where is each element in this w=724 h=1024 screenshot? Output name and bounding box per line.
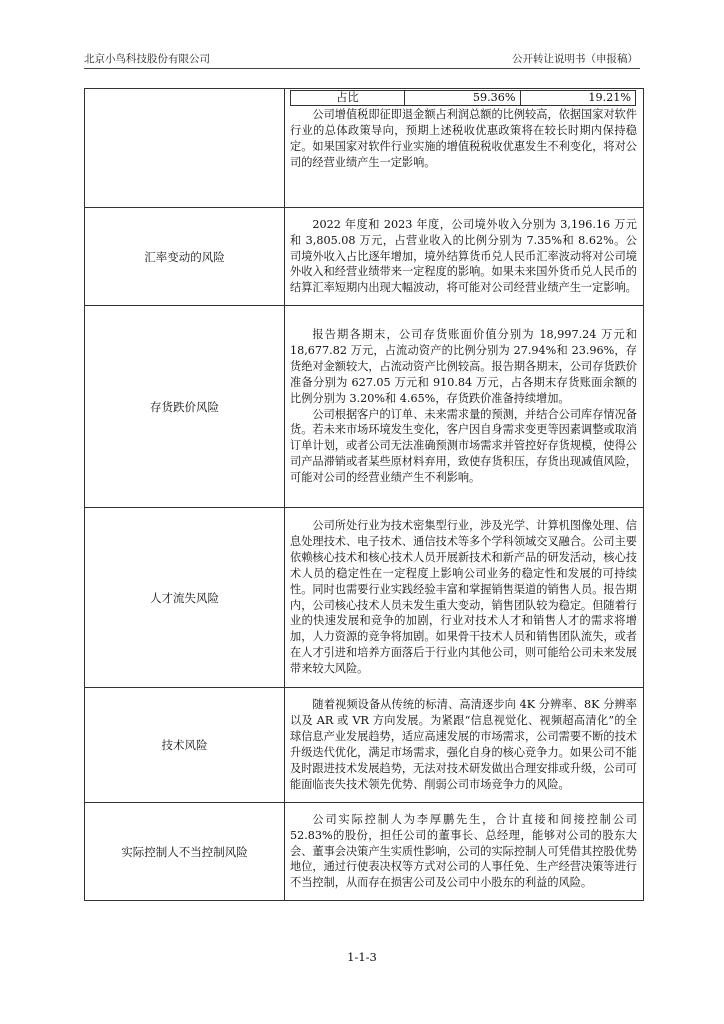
risk-paragraph: 公司实际控制人为李厚鹏先生，合计直接和间接控制公司 52.83%的股份，担任公司的董事长、总经理，能够对公司的股东大会、董事会决策产生实质性影响，公司的实际控制人可凭借其控股优势地位，通过行使表决权等方式对公司的人事任免、生产经营决策等进行不当控制，从而存在损害公司及公司中小股东的利益的风险。 <box>290 812 637 890</box>
risk-row <box>85 208 644 306</box>
risk-paragraph: 2022 年度和 2023 年度，公司境外收入分别为 3,196.16 万元和 3,805.08 万元，占营业收入的比例分别为 7.35%和 8.62%。公司境外收入占比逐年增加，境外结算货币兑人民币汇率波动将对公司境外收入和经营业绩带来一定程度的影响。如果未来国外货币兑人民币的结算汇率短期内出现大幅波动，将可能对公司经营业绩产生一定影响。 <box>290 217 637 295</box>
risk-name: 存货跌价风险 <box>85 306 285 508</box>
risk-table <box>84 88 644 901</box>
risk-description <box>285 306 644 508</box>
risk-row <box>85 89 644 208</box>
tax-ratio-table <box>290 90 636 106</box>
risk-paragraph: 公司增值税即征即退金额占利润总额的比例较高，依据国家对软件行业的总体政策导向，预期上述税收优惠政策将在较长时期内保持稳定。如果国家对软件行业实施的增值税税收优惠发生不利变化，将对公司的经营业绩产生一定影响。 <box>290 108 637 169</box>
risk-paragraph: 报告期各期末，公司存货账面价值分别为 18,997.24 万元和 18,677.82 万元，占流动资产的比例分别为 27.94%和 23.96%，存货绝对金额较大，占流动资产比例较高。报告期各期末，公司存货跌价准备分别为 627.05 万元和 910.84 万元，占各期末存货账面余额的比例分别为 3.20%和 4.65%，存货跌价准备持续增加。 <box>290 327 637 405</box>
page-number: 1-1-3 <box>347 950 377 964</box>
risk-row <box>85 688 644 803</box>
tax-ratio-value: 59.36% <box>405 91 521 106</box>
tax-ratio-value: 19.21% <box>520 91 636 106</box>
risk-paragraph: 公司所处行业为技术密集型行业，涉及光学、计算机图像处理、信息处理技术、电子技术、通信技术等多个学科领域交叉融合。公司主要依赖核心技术和核心技术人员开展新技术和新产品的研发活动，核心技术人员的稳定性在一定程度上影响公司业务的稳定性和发展的可持续性。同时也需要行业实践经验丰富和掌握销售渠道的销售人员。报告期内，公司核心技术人员未发生重大变动，销售团队较为稳定。但随着行业的快速发展和竞争的加剧，行业对技术人才和销售人才的需求将增加，人力资源的竞争将加剧。如果骨干技术人员和销售团队流失，或者在人才引进和培养方面落后于行业内其他公司，则可能给公司未来发展带来较大风险。 <box>290 518 637 676</box>
risk-description <box>285 508 644 688</box>
header-company-name: 北京小鸟科技股份有限公司 <box>84 53 210 65</box>
risk-description <box>285 208 644 306</box>
risk-description <box>285 803 644 901</box>
tax-ratio-row <box>291 91 636 106</box>
header-document-title: 公开转让说明书（申报稿） <box>512 53 638 65</box>
risk-name <box>85 89 285 208</box>
risk-description <box>285 89 644 208</box>
risk-paragraph: 随着视频设备从传统的标清、高清逐步向 4K 分辨率、8K 分辨率以及 AR 或 VR 方向发展。为紧跟“信息视觉化、视频超高清化”的全球信息产业发展趋势，适应高速发展的市场需求，公司需要不断的技术升级迭代优化，满足市场需求，强化自身的核心竞争力。如果公司不能及时跟进技术发展趋势，无法对技术研发做出合理安排或升级，公司可能面临丧失技术领先优势、削弱公司市场竞争力的风险。 <box>290 698 637 791</box>
risk-name: 人才流失风险 <box>85 508 285 688</box>
risk-name: 汇率变动的风险 <box>85 208 285 306</box>
risk-paragraph: 公司根据客户的订单、未来需求量的预测，并结合公司库存情况备货。若未来市场环境发生变化，客户因自身需求变更等因素调整或取消订单计划，或者公司无法准确预测市场需求并管控好存货规模，使得公司产品滞销或者某些原材料弃用，致使存货积压，存货出现减值风险，可能对公司的经营业绩产生不利影响。 <box>290 407 637 485</box>
risk-description <box>285 688 644 803</box>
tax-ratio-label: 占比 <box>291 91 405 106</box>
risk-row <box>85 306 644 508</box>
header-divider <box>84 68 640 69</box>
risk-row <box>85 803 644 901</box>
risk-row <box>85 508 644 688</box>
risk-name: 技术风险 <box>85 688 285 803</box>
risk-name: 实际控制人不当控制风险 <box>85 803 285 901</box>
